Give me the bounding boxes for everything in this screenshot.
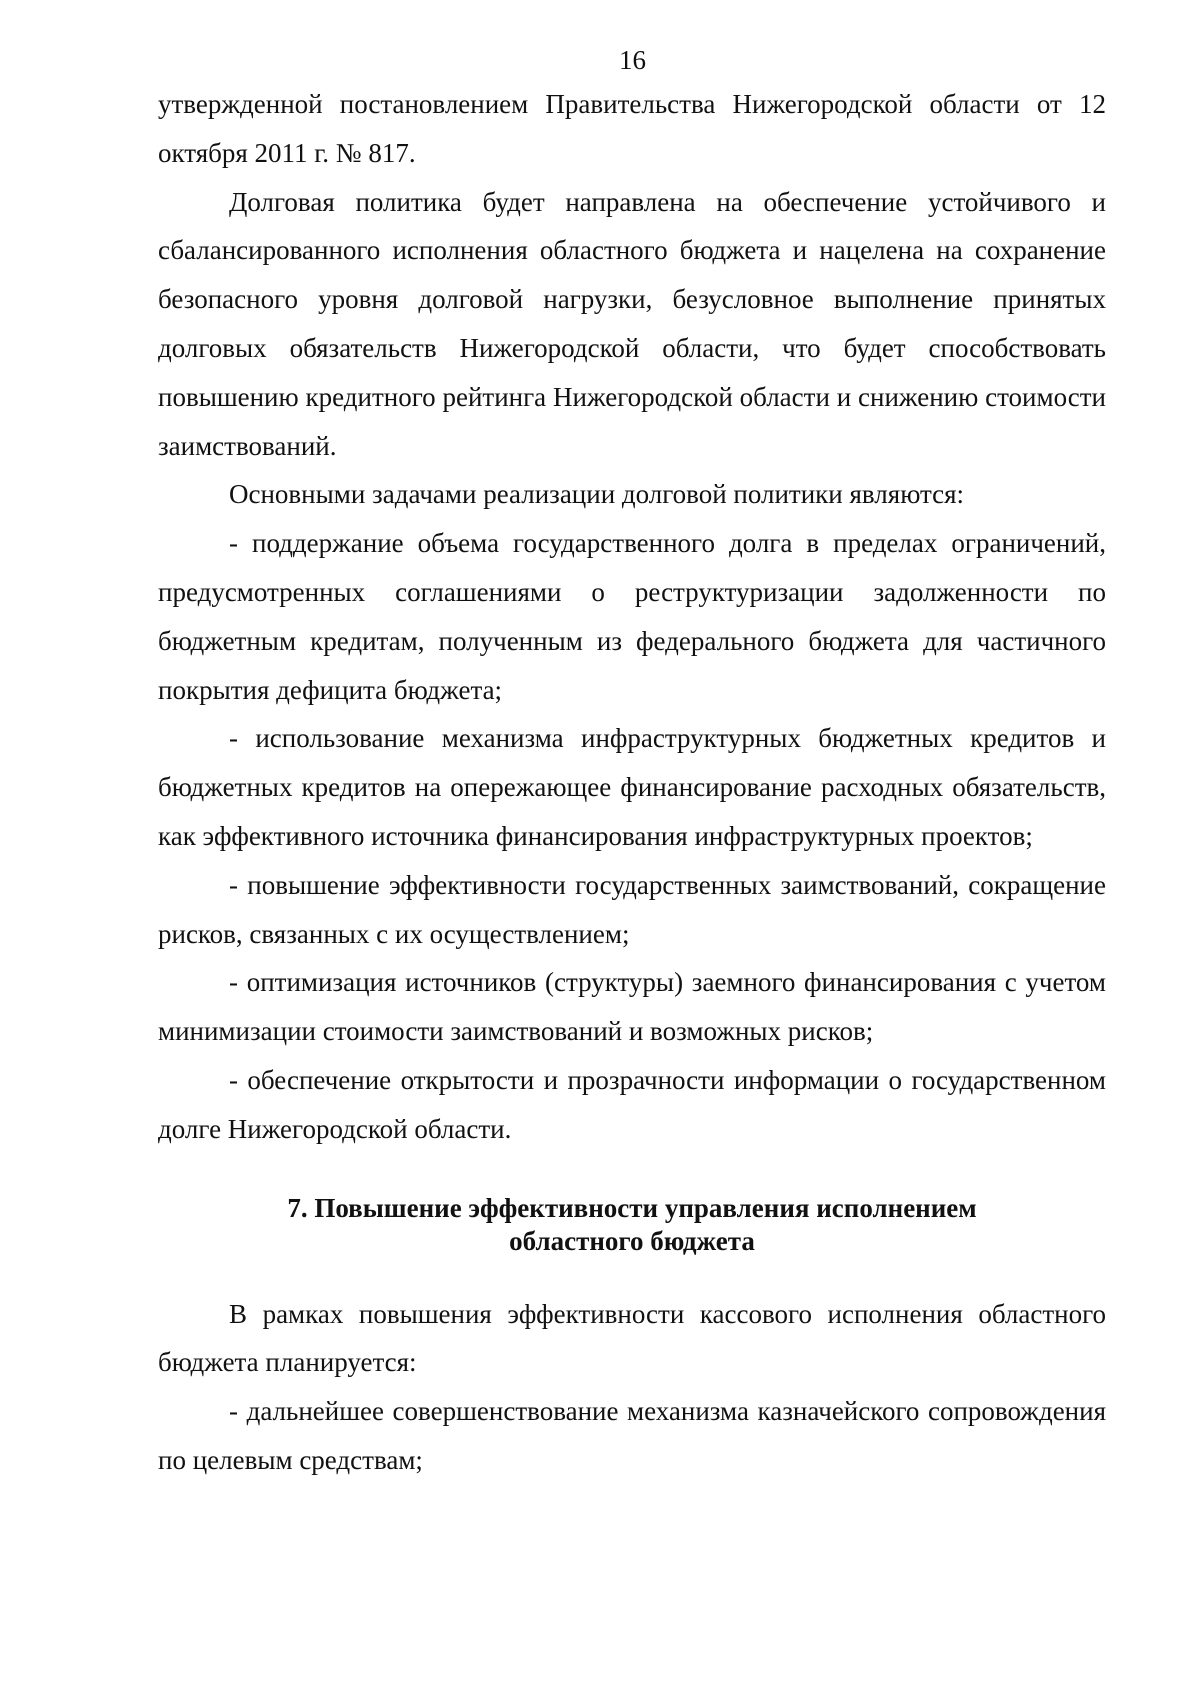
- list-item: - использование механизма инфраструктурных бюджетных кредитов и бюджетных кредитов на опережающее финансирование расходных обязательств, как эффективного источника финансирования инфраструктурных проектов;: [158, 723, 1106, 851]
- list-item: - дальнейшее совершенствование механизма казначейского сопровождения по целевым средствам;: [158, 1396, 1106, 1475]
- section-heading: [158, 1192, 1106, 1258]
- paragraph-main-tasks: Основными задачами реализации долговой политики являются:: [229, 479, 965, 510]
- section-heading-line: 7. Повышение эффективности управления исполнением: [287, 1192, 977, 1223]
- paragraph-debt-policy: Долговая политика будет направлена на обеспечение устойчивого и сбалансированного исполнения областного бюджета и нацелена на сохранение безопасного уровня долговой нагрузки, безусловное выполнение принятых долговых обязательств Нижегородской области, что будет способствовать повышению кредитного рейтинга Нижегородской области и снижению стоимости заимствований.: [158, 186, 1106, 461]
- paragraph-cash-execution: В рамках повышения эффективности кассового исполнения областного бюджета планируется:: [158, 1298, 1106, 1378]
- document-body: [158, 80, 1106, 1485]
- page-number: 16: [619, 45, 646, 75]
- list-item: - обеспечение открытости и прозрачности информации о государственном долге Нижегородской области.: [158, 1064, 1106, 1144]
- section-heading-line: областного бюджета: [509, 1225, 755, 1256]
- list-item: - поддержание объема государственного долга в пределах ограничений, предусмотренных соглашениями о реструктуризации задолженности по бюджетным кредитам, полученным из федерального бюджета для частичного покрытия дефицита бюджета;: [158, 528, 1106, 705]
- paragraph-continuation: утвержденной постановлением Правительства Нижегородской области от 12 октября 2011 г. № 817.: [158, 89, 1106, 168]
- list-item: - повышение эффективности государственных заимствований, сокращение рисков, связанных с их осуществлением;: [158, 869, 1106, 949]
- list-item: - оптимизация источников (структуры) заемного финансирования с учетом минимизации стоимости заимствований и возможных рисков;: [158, 967, 1106, 1047]
